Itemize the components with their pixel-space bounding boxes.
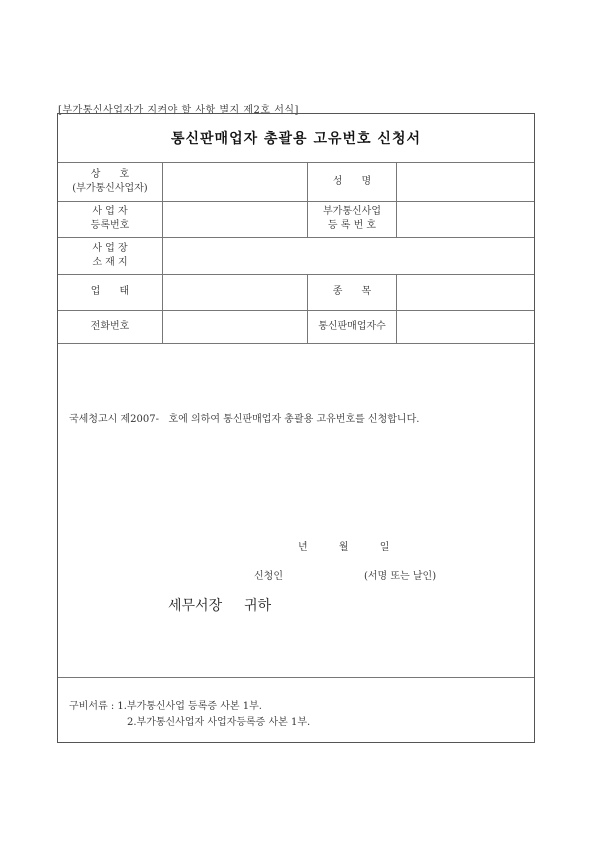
declaration-text: 국세청고시 제2007- 호에 의하여 통신판매업자 총괄용 고유번호를 신청합니다.: [69, 414, 420, 425]
vas-reg-label: [308, 201, 396, 237]
signature-note: (서명 또는 날인): [364, 571, 437, 582]
phone-field[interactable]: [163, 310, 307, 343]
seller-count-label-text: 통신판매업자수: [318, 320, 386, 332]
addressee-line: [168, 595, 271, 615]
trade-name-label-line1: 상 호: [90, 168, 130, 180]
applicant-label: 신청인: [254, 571, 283, 582]
grid-line: [58, 343, 534, 344]
vas-reg-label-line1: 부가통신사업: [323, 206, 381, 217]
seller-count-field[interactable]: [397, 310, 534, 343]
attachments-line-2: 2.부가통신사업자 사업자등록증 사본 1부.: [127, 717, 311, 728]
form-title: 통신판매업자 총괄용 고유번호 신청서: [170, 131, 421, 147]
seller-count-label: [308, 310, 396, 343]
name-label: [308, 162, 396, 201]
trade-name-label-line2: (부가통신사업자): [72, 182, 148, 194]
biz-reg-number-field[interactable]: [163, 201, 307, 237]
business-item-field[interactable]: [397, 274, 534, 310]
tax-office-head: 세무서장: [168, 598, 223, 614]
business-type-label-text: 업 태: [90, 286, 130, 297]
business-item-label: [308, 274, 396, 310]
location-label-line1: 사 업 장: [92, 242, 128, 254]
honorific: 귀하: [244, 598, 272, 614]
phone-label-text: 전화번호: [90, 320, 130, 332]
vas-reg-number-field[interactable]: [397, 201, 534, 237]
vas-reg-label-line2: 등 록 번 호: [327, 220, 377, 231]
business-type-label: [58, 274, 162, 310]
business-type-field[interactable]: [163, 274, 307, 310]
form-number-caption: [부가통신사업자가 지켜야 할 사항 별지 제2호 서식]: [58, 105, 299, 116]
date-line: [298, 538, 417, 553]
year-label: 년: [298, 542, 308, 553]
business-item-label-text: 종 목: [332, 286, 372, 297]
biz-reg-label-line1: 사 업 자: [92, 206, 128, 217]
location-label: [58, 237, 162, 274]
name-label-text: 성 명: [332, 175, 372, 187]
biz-reg-label-line2: 등록번호: [90, 220, 130, 231]
location-field[interactable]: [163, 237, 534, 274]
location-label-line2: 소 재 지: [92, 256, 128, 268]
name-field[interactable]: [397, 162, 534, 201]
trade-name-label: [58, 162, 162, 201]
phone-label: [58, 310, 162, 343]
day-label: 일: [379, 542, 390, 553]
attachments-line-1: 구비서류 : 1.부가통신사업 등록증 사본 1부.: [69, 701, 262, 712]
biz-reg-label: [58, 201, 162, 237]
grid-line: [58, 677, 534, 678]
trade-name-field[interactable]: [163, 162, 307, 201]
application-form: [57, 113, 535, 743]
month-label: 월: [338, 542, 349, 553]
